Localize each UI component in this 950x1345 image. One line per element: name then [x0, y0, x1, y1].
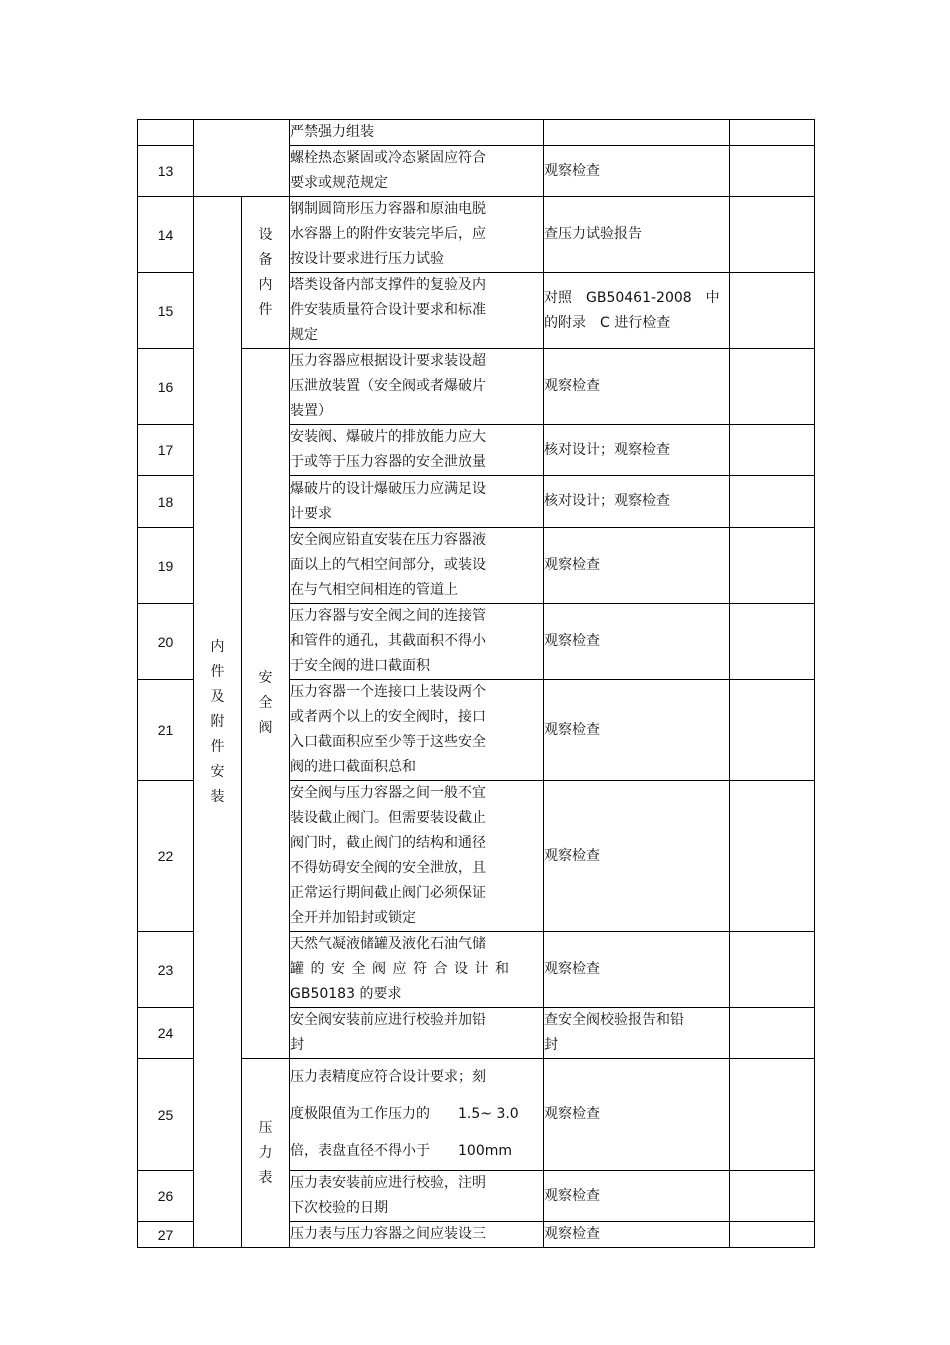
group-pressure-gauge: 压力表: [242, 1059, 290, 1248]
method-cell: 观察检查: [544, 349, 730, 425]
remark-cell: [730, 273, 815, 349]
requirement-cell: 天然气凝液储罐及液化石油气储 罐的安全阀应符合设计和 GB50183 的要求: [290, 932, 544, 1008]
requirement-cell: 压力容器应根据设计要求装设超 压泄放装置（安全阀或者爆破片 装置）: [290, 349, 544, 425]
method-cell: 查压力试验报告: [544, 197, 730, 273]
remark-cell: [730, 604, 815, 680]
row-number: 17: [138, 425, 194, 476]
remark-cell: [730, 1222, 815, 1248]
requirement-cell: 安全阀与压力容器之间一般不宜 装设截止阀门。但需要装设截止 阀门时，截止阀门的结构和通径 不得妨碍安全阀的安全泄放，且 正常运行期间截止阀门必须保证 全开并加铅封或锁定: [290, 781, 544, 932]
inspection-table: [137, 119, 815, 1248]
remark-cell: [730, 932, 815, 1008]
requirement-cell: 压力表安装前应进行校验，注明 下次校验的日期: [290, 1171, 544, 1222]
category-cell-continued: [194, 120, 290, 197]
group-equipment-internals: 设备内件: [242, 197, 290, 349]
remark-cell: [730, 120, 815, 146]
requirement-cell: 爆破片的设计爆破压力应满足设 计要求: [290, 476, 544, 528]
remark-cell: [730, 1008, 815, 1059]
requirement-cell: 螺栓热态紧固或冷态紧固应符合 要求或规范规定: [290, 146, 544, 197]
row-number: 19: [138, 528, 194, 604]
method-cell: 观察检查: [544, 146, 730, 197]
remark-cell: [730, 197, 815, 273]
requirement-cell: 压力表与压力容器之间应装设三: [290, 1222, 544, 1248]
method-cell: 对照 GB50461-2008 中 的附录 C 进行检查: [544, 273, 730, 349]
method-cell: 观察检查: [544, 604, 730, 680]
row-number: 22: [138, 781, 194, 932]
method-cell: 核对设计；观察检查: [544, 425, 730, 476]
method-cell: 查安全阀校验报告和铅 封: [544, 1008, 730, 1059]
method-cell: 观察检查: [544, 528, 730, 604]
method-cell: [544, 120, 730, 146]
group-internal-parts-install: 内件及附件安装: [194, 197, 242, 1248]
row-number: 18: [138, 476, 194, 528]
method-cell: 观察检查: [544, 932, 730, 1008]
requirement-cell: 安全阀安装前应进行校验并加铅 封: [290, 1008, 544, 1059]
remark-cell: [730, 425, 815, 476]
requirement-cell: 压力容器一个连接口上装设两个 或者两个以上的安全阀时，接口 入口截面积应至少等于这些安全 阀的进口截面积总和: [290, 680, 544, 781]
requirement-cell: 压力容器与安全阀之间的连接管 和管件的通孔，其截面积不得小 于安全阀的进口截面积: [290, 604, 544, 680]
remark-cell: [730, 680, 815, 781]
method-cell: 观察检查: [544, 1222, 730, 1248]
remark-cell: [730, 146, 815, 197]
table-row: [138, 197, 815, 273]
method-cell: 观察检查: [544, 1171, 730, 1222]
remark-cell: [730, 528, 815, 604]
row-number: 13: [138, 146, 194, 197]
row-number: 14: [138, 197, 194, 273]
group-safety-valve: 安全阀: [242, 349, 290, 1059]
remark-cell: [730, 1059, 815, 1171]
row-number: 27: [138, 1222, 194, 1248]
remark-cell: [730, 1171, 815, 1222]
requirement-cell: 塔类设备内部支撑件的复验及内 件安装质量符合设计要求和标准 规定: [290, 273, 544, 349]
requirement-cell: 压力表精度应符合设计要求；刻 度极限值为工作压力的 1.5~ 3.0 倍，表盘直径不得小于 100mm: [290, 1059, 544, 1171]
row-number: 16: [138, 349, 194, 425]
row-number: [138, 120, 194, 146]
method-cell: 观察检查: [544, 1059, 730, 1171]
requirement-cell: 钢制圆筒形压力容器和原油电脱 水容器上的附件安装完毕后，应 按设计要求进行压力试验: [290, 197, 544, 273]
method-cell: 核对设计；观察检查: [544, 476, 730, 528]
method-cell: 观察检查: [544, 680, 730, 781]
row-number: 15: [138, 273, 194, 349]
remark-cell: [730, 781, 815, 932]
row-number: 26: [138, 1171, 194, 1222]
row-number: 21: [138, 680, 194, 781]
requirement-cell: 安全阀应铅直安装在压力容器液 面以上的气相空间部分，或装设 在与气相空间相连的管道上: [290, 528, 544, 604]
remark-cell: [730, 349, 815, 425]
remark-cell: [730, 476, 815, 528]
row-number: 20: [138, 604, 194, 680]
row-number: 24: [138, 1008, 194, 1059]
requirement-cell: 严禁强力组装: [290, 120, 544, 146]
method-cell: 观察检查: [544, 781, 730, 932]
table-row: [138, 120, 815, 146]
row-number: 23: [138, 932, 194, 1008]
requirement-cell: 安装阀、爆破片的排放能力应大 于或等于压力容器的安全泄放量: [290, 425, 544, 476]
row-number: 25: [138, 1059, 194, 1171]
